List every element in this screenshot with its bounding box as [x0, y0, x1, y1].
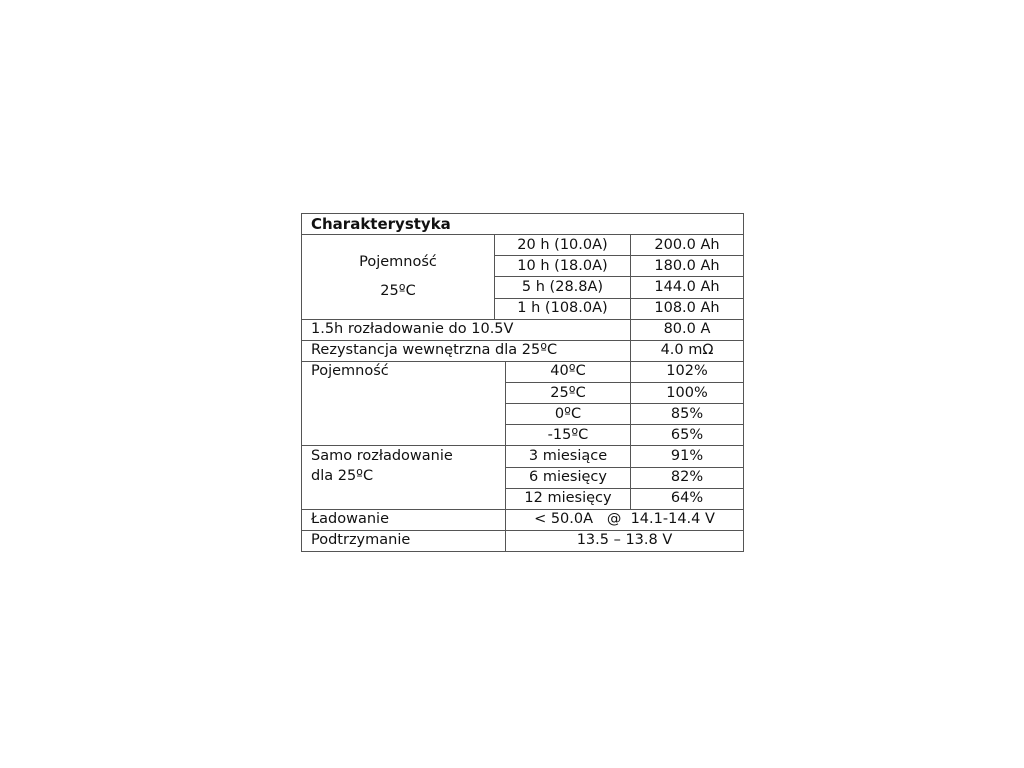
table-cell-value: 64%	[631, 488, 744, 509]
self-discharge-label	[302, 446, 506, 509]
table-row	[302, 319, 744, 340]
table-row	[302, 235, 744, 256]
capacity-label-line1: Pojemność	[359, 253, 437, 270]
table-title-row	[302, 214, 744, 235]
table-cell-value: 65%	[631, 425, 744, 446]
table-title: Charakterystyka	[302, 214, 744, 235]
resistance-label: Rezystancja wewnętrzna dla 25ºC	[302, 340, 631, 361]
table-cell-value: 108.0 Ah	[631, 298, 744, 319]
charging-label: Ładowanie	[302, 509, 506, 530]
table-row	[302, 340, 744, 361]
table-cell-condition: 10 h (18.0A)	[495, 256, 631, 277]
capacity-20-label	[302, 235, 495, 320]
table-cell-condition: 1 h (108.0A)	[495, 298, 631, 319]
table-cell-value: 180.0 Ah	[631, 256, 744, 277]
table-cell-value: 85%	[631, 404, 744, 425]
table-cell-condition: -15ºC	[506, 425, 631, 446]
table-row	[302, 361, 744, 382]
table-cell-condition: 5 h (28.8A)	[495, 277, 631, 298]
table-cell-value: 91%	[631, 446, 744, 467]
table-cell-condition: 12 miesięcy	[506, 488, 631, 509]
spec-table	[301, 213, 744, 552]
table-cell-value: 144.0 Ah	[631, 277, 744, 298]
self-discharge-label-line1: Samo rozładowanie	[311, 448, 453, 465]
charging-value: < 50.0A @ 14.1-14.4 V	[506, 509, 744, 530]
capacity-label-line2: 25ºC	[380, 282, 416, 299]
table-row	[302, 530, 744, 551]
table-row	[302, 446, 744, 467]
capacity-temp-label: Pojemność	[302, 361, 506, 446]
table-cell-condition: 20 h (10.0A)	[495, 235, 631, 256]
table-cell-condition: 25ºC	[506, 383, 631, 404]
discharge-label: 1.5h rozładowanie do 10.5V	[302, 319, 631, 340]
table-cell-condition: 3 miesiące	[506, 446, 631, 467]
table-cell-condition: 6 miesięcy	[506, 467, 631, 488]
resistance-value: 4.0 mΩ	[631, 340, 744, 361]
float-value: 13.5 – 13.8 V	[506, 530, 744, 551]
discharge-value: 80.0 A	[631, 319, 744, 340]
table-row	[302, 509, 744, 530]
float-label: Podtrzymanie	[302, 530, 506, 551]
self-discharge-label-line2: dla 25ºC	[311, 468, 374, 485]
table-cell-value: 100%	[631, 383, 744, 404]
table-cell-value: 82%	[631, 467, 744, 488]
table-cell-value: 200.0 Ah	[631, 235, 744, 256]
table-cell-value: 102%	[631, 361, 744, 382]
table-cell-condition: 0ºC	[506, 404, 631, 425]
table-cell-condition: 40ºC	[506, 361, 631, 382]
